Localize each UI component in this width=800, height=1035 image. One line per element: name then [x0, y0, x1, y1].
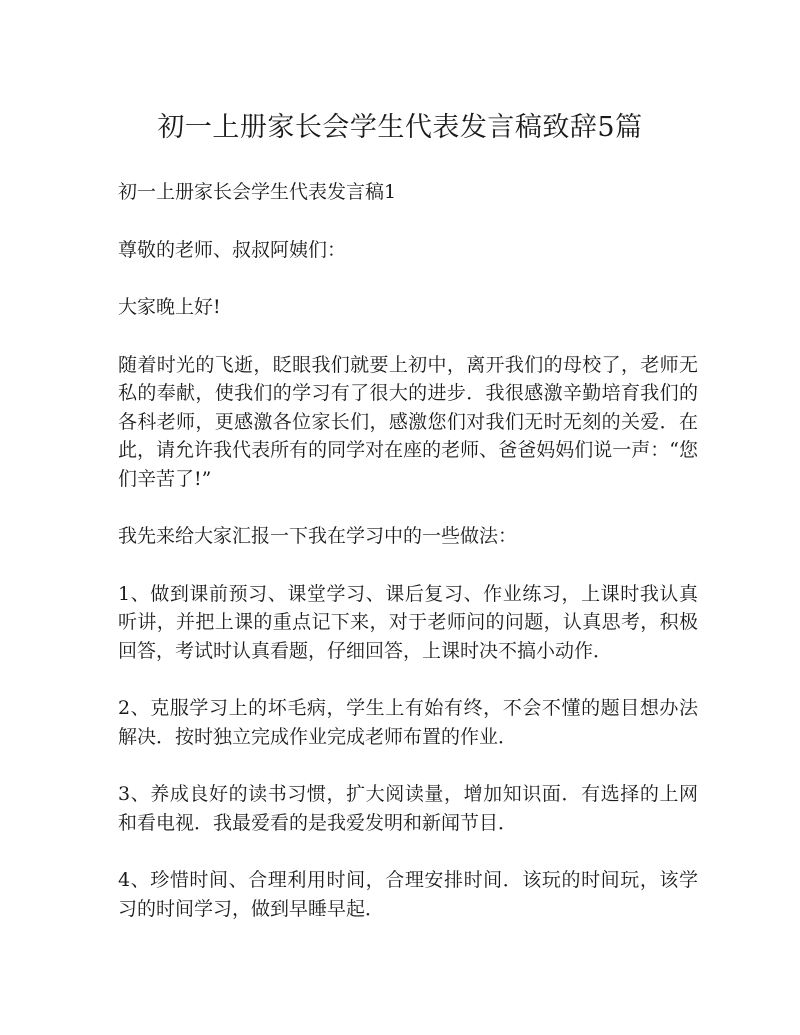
- salutation: 尊敬的老师、叔叔阿姨们：: [118, 238, 347, 261]
- section-heading: 初一上册家长会学生代表发言稿1: [118, 181, 397, 203]
- list-item-2: 2、克服学习上的坏毛病，学生上有始有终，不会不懂的题目想办法解决．按时独立完成作业完成老师布置的作业．: [118, 697, 698, 748]
- greeting: 大家晚上好!: [118, 296, 221, 318]
- paragraph-lead: 我先来给大家汇报一下我在学习中的一些做法：: [118, 525, 518, 547]
- list-item-4: 4、珍惜时间、合理利用时间，合理安排时间．该玩的时间玩，该学习的时间学习，做到早睡早起．: [118, 869, 698, 920]
- document-title: 初一上册家长会学生代表发言稿致辞5篇: [157, 112, 643, 143]
- list-item-1: 1、做到课前预习、课堂学习、课后复习、作业练习，上课时我认真听讲，并把上课的重点记下来，对于老师问的问题，认真思考，积极回答，考试时认真看题，仔细回答，上课时决不搞小动作．: [118, 582, 698, 662]
- document-body: [118, 178, 698, 923]
- list-item-3: 3、养成良好的读书习惯，扩大阅读量，增加知识面．有选择的上网和看电视．我最爱看的是我爱发明和新闻节目．: [118, 783, 698, 834]
- paragraph-intro: 随着时光的飞逝，眨眼我们就要上初中，离开我们的母校了，老师无私的奉献，使我们的学习有了很大的进步．我很感激辛勤培育我们的各科老师，更感激各位家长们，感激您们对我们无时无刻的关爱．在此，请允许我代表所有的同学对在座的老师、爸爸妈妈们说一声：“您们辛苦了!”: [118, 353, 698, 490]
